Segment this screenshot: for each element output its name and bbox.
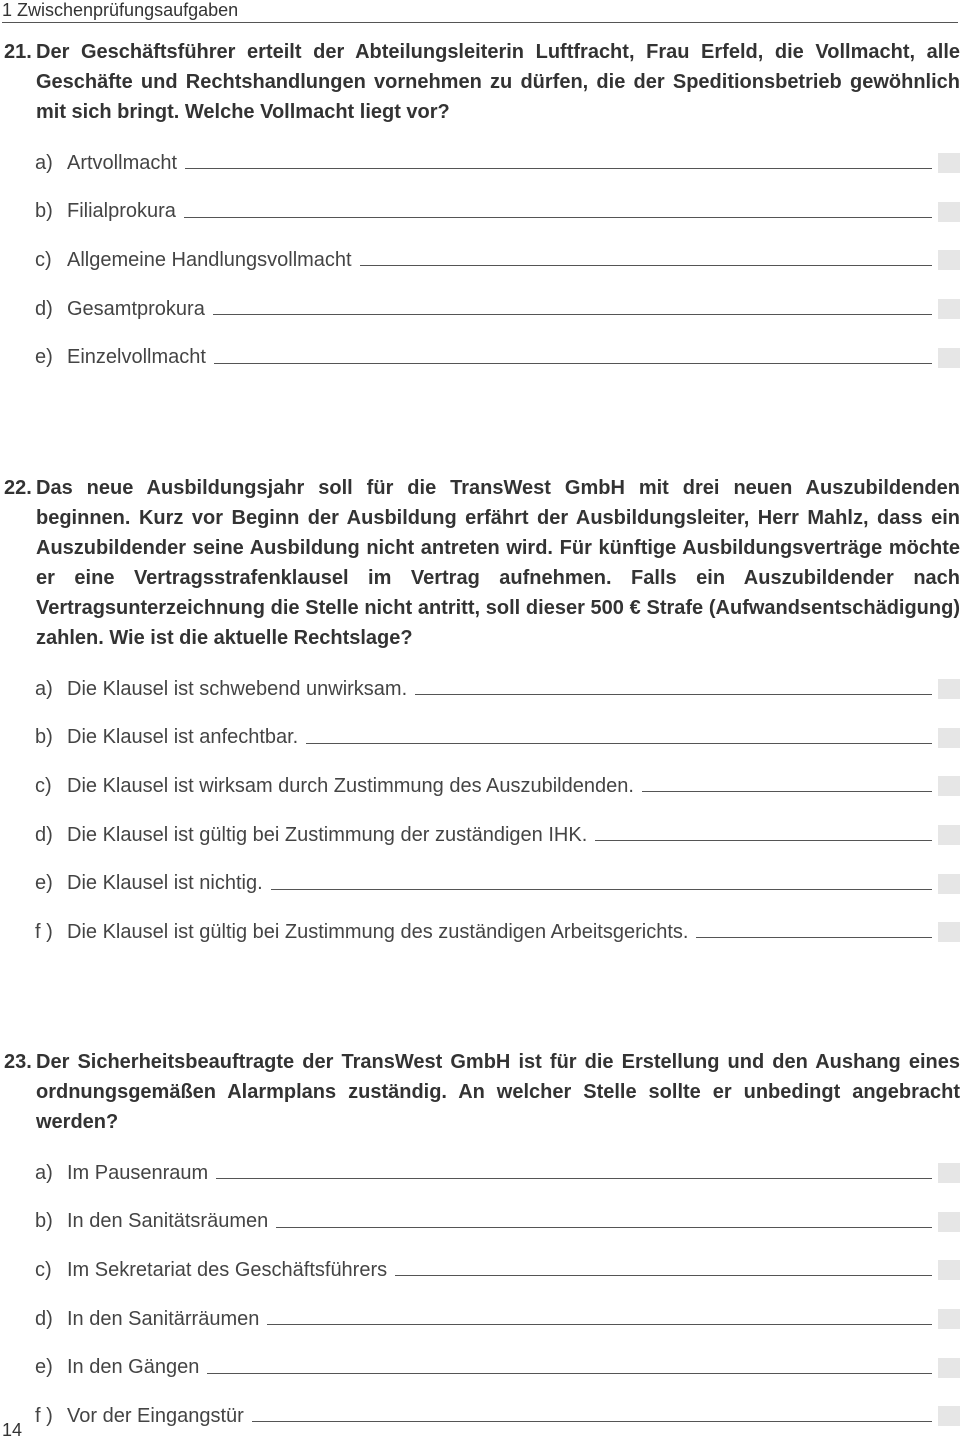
answer-letter: e) (35, 346, 53, 369)
answer-checkbox[interactable] (938, 728, 960, 748)
answer-letter: f ) (35, 920, 53, 943)
answer-line (213, 313, 932, 315)
answer-text: Vor der Eingangstür (67, 1404, 244, 1427)
answer-letter: d) (35, 823, 53, 846)
answer-text: Die Klausel ist gültig bei Zustimmung der zuständigen IHK. (67, 823, 588, 846)
answer-letter: a) (35, 677, 53, 700)
answer-list (0, 665, 960, 957)
question-21 (0, 37, 960, 382)
answer-letter: c) (35, 1258, 52, 1281)
answer-line (267, 1323, 932, 1325)
answer-line (271, 888, 932, 890)
answer-text: Im Sekretariat des Geschäftsführers (67, 1258, 388, 1281)
answer-line (184, 216, 932, 218)
answer-list (0, 139, 960, 382)
answer-option (0, 908, 960, 957)
answer-checkbox[interactable] (938, 1163, 960, 1183)
answer-text: Die Klausel ist wirksam durch Zustimmung des Auszubildenden. (67, 774, 634, 797)
answer-line (395, 1274, 932, 1276)
answer-line (360, 264, 932, 266)
answer-line (415, 693, 932, 695)
question-number: 22. (4, 477, 32, 499)
question-text: Der Sicherheitsbeauftragte der TransWest GmbH ist für die Erstellung und den Aushang eines ordnungsgemäßen Alarmplans zuständig. An welcher Stelle sollte er unbedingt angebracht werden? (36, 1051, 960, 1133)
answer-option (0, 1343, 960, 1392)
answer-option (0, 665, 960, 714)
answer-option (0, 1246, 960, 1295)
answer-letter: d) (35, 297, 53, 320)
answer-text: In den Sanitärräumen (67, 1307, 260, 1330)
answer-line (306, 742, 932, 744)
question-text: Das neue Ausbildungsjahr soll für die TransWest GmbH mit drei neuen Auszubildenden beginnen. Kurz vor Beginn der Ausbildung erfährt der Ausbildungsleiter, Herr Mahlz, dass ein Auszubildender seine Ausbildung nicht antreten wird. Für künftige Ausbildungsverträge möchte er eine Vertragsstrafenklausel im Vertrag aufnehmen. Falls ein Auszubildender nach Vertragsunterzeichnung die Stelle nicht antritt, soll dieser 500 € Strafe (Aufwandsentschädigung) zahlen. Wie ist die aktuelle Rechtslage? (36, 477, 960, 649)
answer-checkbox[interactable] (938, 1358, 960, 1378)
answer-option (0, 1198, 960, 1247)
answer-checkbox[interactable] (938, 776, 960, 796)
answer-letter: b) (35, 200, 53, 223)
answer-letter: c) (35, 774, 52, 797)
answer-letter: c) (35, 248, 52, 271)
answer-option (0, 1149, 960, 1198)
question-23 (0, 1047, 960, 1441)
answer-checkbox[interactable] (938, 348, 960, 368)
answer-text: Die Klausel ist anfechtbar. (67, 726, 299, 749)
answer-checkbox[interactable] (938, 153, 960, 173)
question-number: 21. (4, 41, 32, 63)
answer-checkbox[interactable] (938, 679, 960, 699)
answer-letter: b) (35, 726, 53, 749)
answer-checkbox[interactable] (938, 1309, 960, 1329)
answer-checkbox[interactable] (938, 299, 960, 319)
answer-checkbox[interactable] (938, 825, 960, 845)
answer-option (0, 714, 960, 763)
question-text: Der Geschäftsführer erteilt der Abteilungsleiterin Luftfracht, Frau Erfeld, die Vollmacht, alle Geschäfte und Rechtshandlungen vornehmen zu dürfen, die der Speditionsbetrieb gewöhnlich mit sich bringt. Welche Vollmacht liegt vor? (36, 41, 960, 123)
answer-option (0, 811, 960, 860)
answer-checkbox[interactable] (938, 1212, 960, 1232)
answer-list (0, 1149, 960, 1441)
answer-text: Filialprokura (67, 200, 176, 223)
answer-letter: a) (35, 1161, 53, 1184)
answer-letter: d) (35, 1307, 53, 1330)
answer-letter: f ) (35, 1404, 53, 1427)
answer-option (0, 1392, 960, 1441)
answer-text: In den Gängen (67, 1356, 200, 1379)
answer-checkbox[interactable] (938, 922, 960, 942)
answer-line (252, 1420, 932, 1422)
answer-option (0, 333, 960, 382)
answer-text: In den Sanitätsräumen (67, 1210, 269, 1233)
answer-letter: a) (35, 151, 53, 174)
answer-line (185, 167, 932, 169)
answer-text: Gesamtprokura (67, 297, 205, 320)
answer-line (216, 1177, 932, 1179)
answer-text: Die Klausel ist gültig bei Zustimmung des zuständigen Arbeitsgerichts. (67, 920, 689, 943)
answer-checkbox[interactable] (938, 250, 960, 270)
answer-text: Einzelvollmacht (67, 346, 206, 369)
answer-option (0, 236, 960, 285)
answer-line (595, 839, 932, 841)
answer-option (0, 1295, 960, 1344)
answer-option (0, 285, 960, 334)
answer-line (696, 936, 932, 938)
answer-letter: e) (35, 872, 53, 895)
answer-letter: b) (35, 1210, 53, 1233)
answer-text: Allgemeine Handlungsvollmacht (67, 248, 352, 271)
answer-text: Die Klausel ist nichtig. (67, 872, 263, 895)
answer-text: Artvollmacht (67, 151, 178, 174)
answer-option (0, 188, 960, 237)
answer-line (207, 1372, 932, 1374)
page-header (2, 0, 958, 23)
answer-checkbox[interactable] (938, 202, 960, 222)
answer-checkbox[interactable] (938, 1406, 960, 1426)
answer-text: Die Klausel ist schwebend unwirksam. (67, 677, 408, 700)
answer-letter: e) (35, 1356, 53, 1379)
section-title: 1 Zwischenprüfungsaufgaben (2, 0, 239, 20)
answer-checkbox[interactable] (938, 874, 960, 894)
answer-option (0, 139, 960, 188)
answer-option (0, 859, 960, 908)
answer-line (276, 1226, 932, 1228)
answer-text: Im Pausenraum (67, 1161, 209, 1184)
page-number: 14 (2, 1420, 23, 1440)
answer-line (642, 790, 932, 792)
answer-line (214, 362, 932, 364)
question-number: 23. (4, 1051, 32, 1073)
answer-option (0, 762, 960, 811)
answer-checkbox[interactable] (938, 1260, 960, 1280)
question-22 (0, 473, 960, 957)
